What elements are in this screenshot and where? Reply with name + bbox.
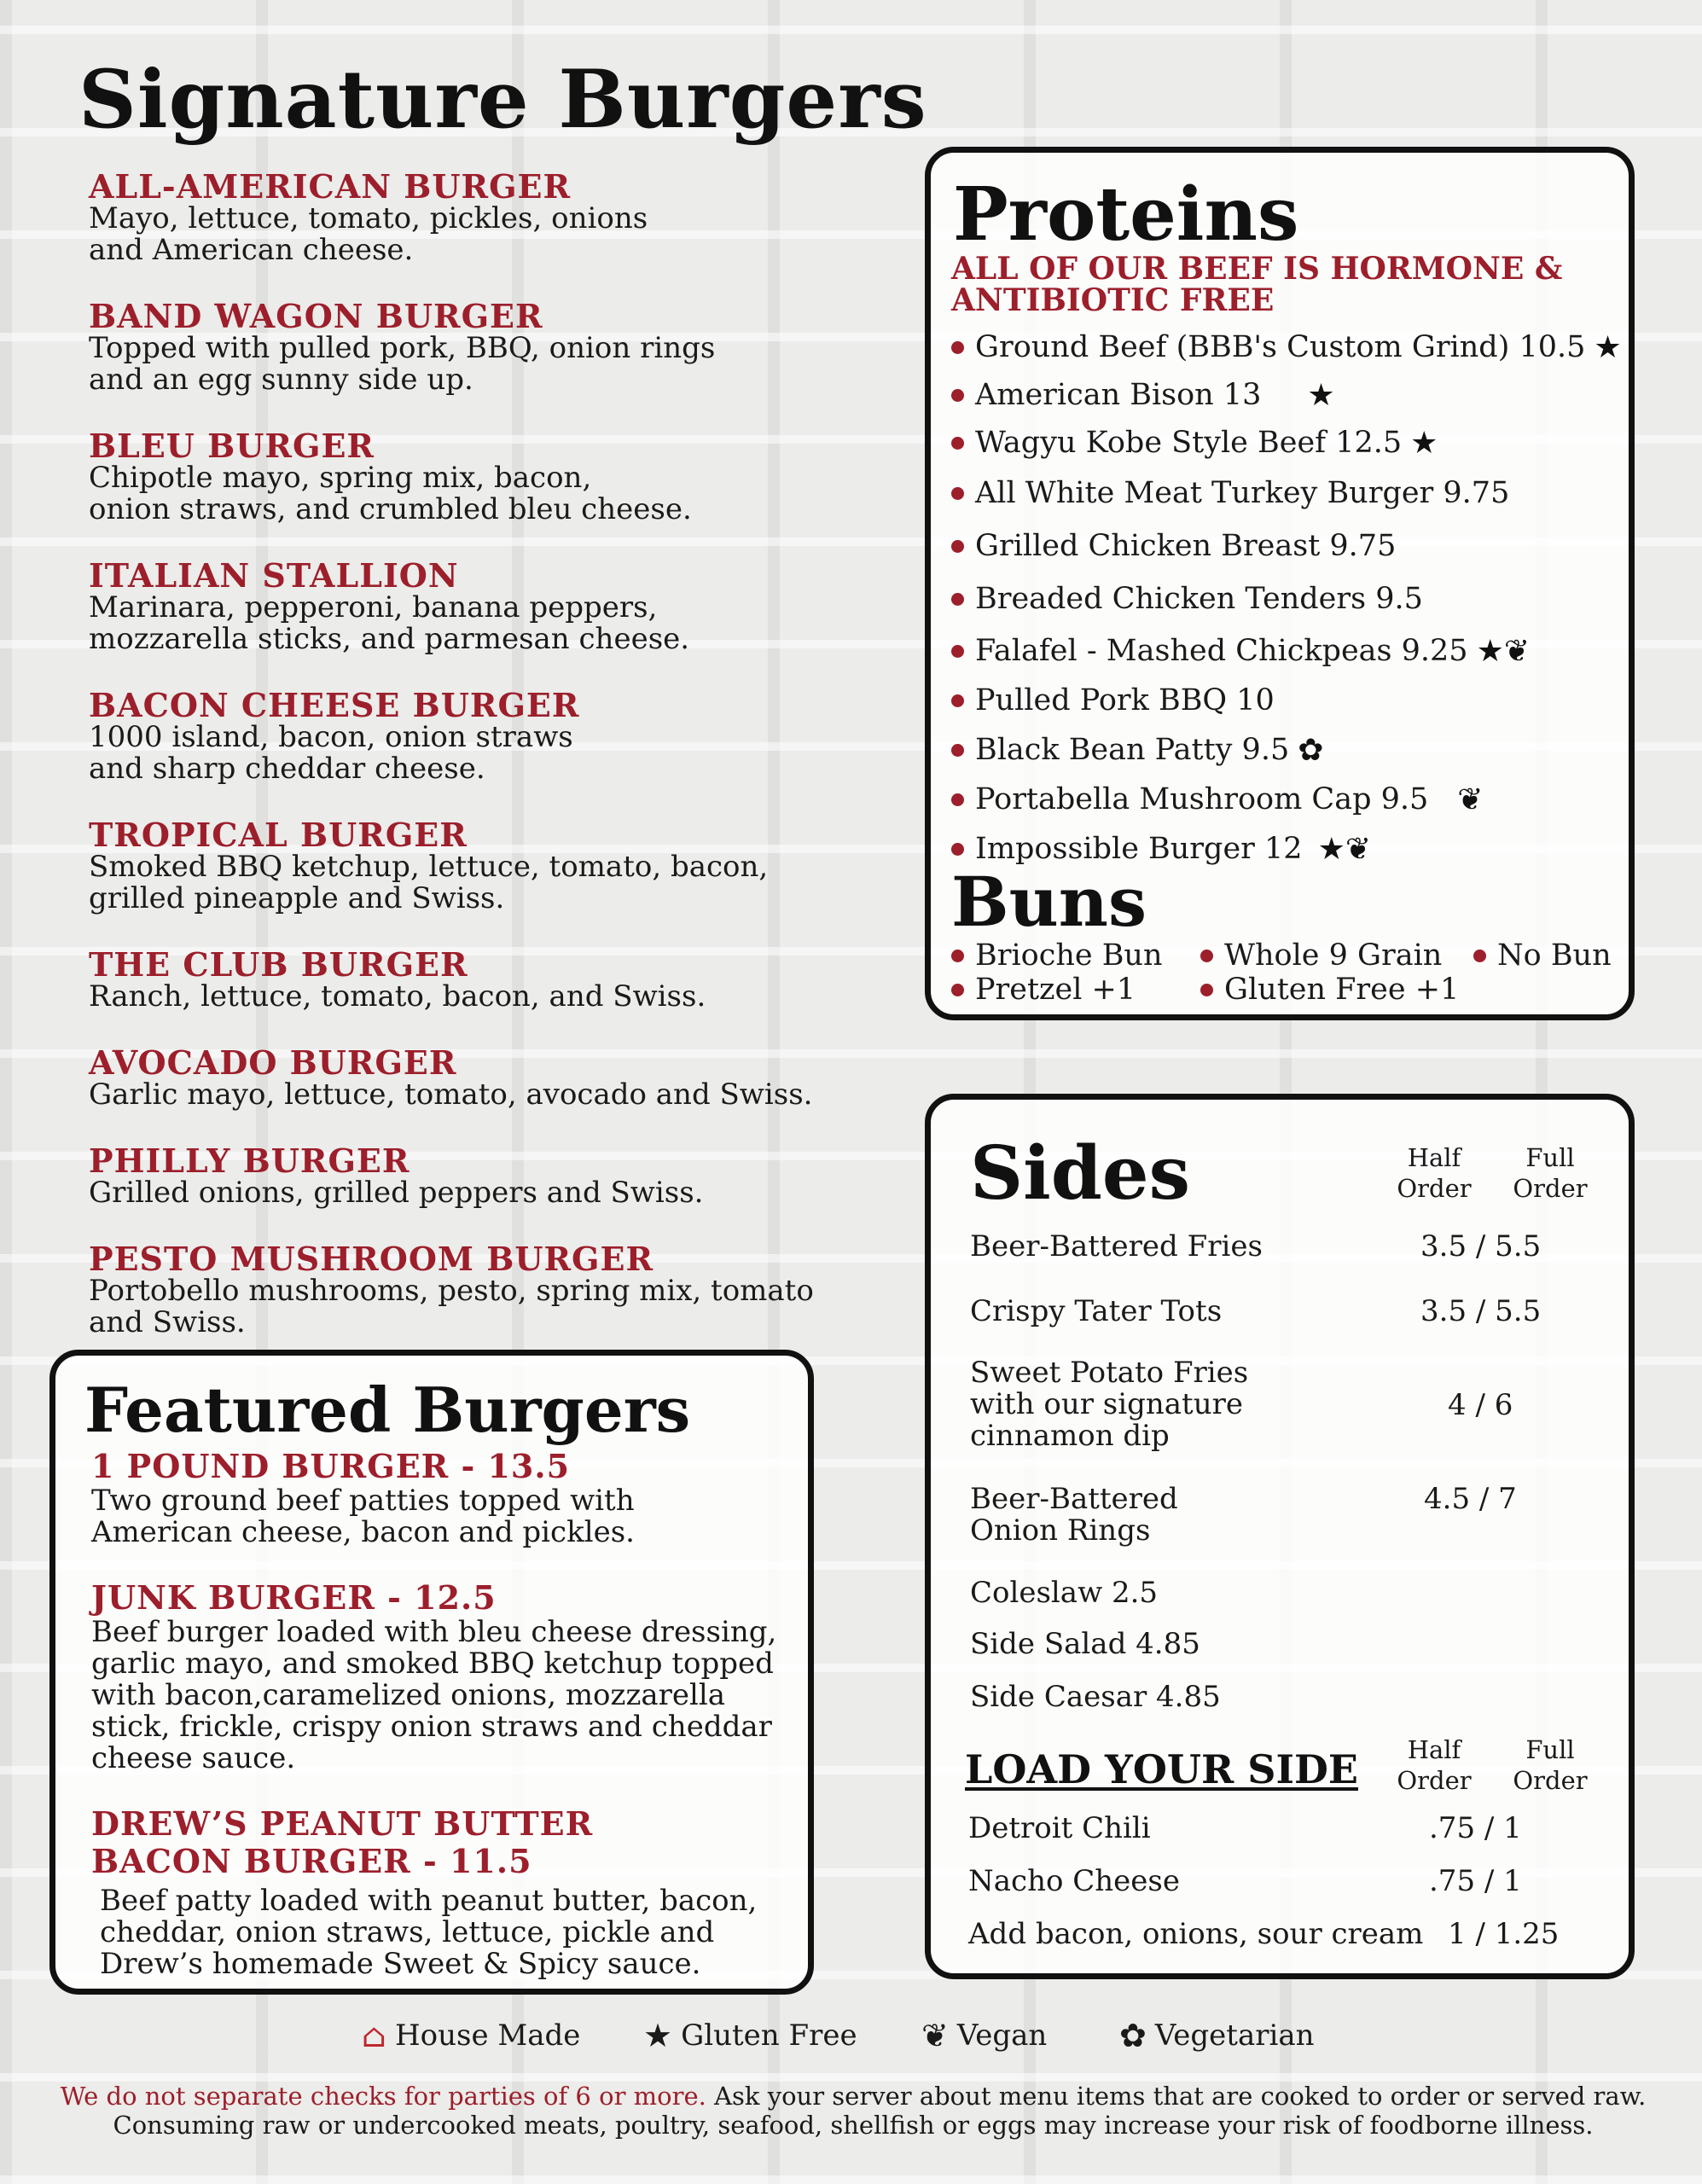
list-item	[951, 973, 1136, 1006]
side-name: Crispy Tater Tots	[970, 1294, 1223, 1328]
load-side-price: .75 / 1	[1429, 1811, 1522, 1845]
star-icon: ★	[643, 2017, 673, 2054]
legend-vegan	[921, 2018, 1047, 2053]
side-price: 4.5 / 7	[1424, 1482, 1517, 1516]
list-item	[951, 939, 1163, 972]
menu-item	[89, 945, 857, 1014]
bullet-icon	[951, 593, 964, 606]
load-side-price: 1 / 1.25	[1448, 1917, 1560, 1951]
protein-label: Breaded Chicken Tenders 9.5	[975, 581, 1423, 616]
item-name: BACON CHEESE BURGER	[89, 686, 580, 724]
diet-marker-icon: ★❦	[1476, 633, 1530, 669]
menu-item	[89, 1043, 857, 1112]
protein-label: Grilled Chicken Breast 9.75	[975, 528, 1397, 563]
item-name: TROPICAL BURGER	[89, 816, 468, 854]
protein-label: Black Bean Patty 9.5	[975, 732, 1290, 767]
diet-marker-icon: ★	[1307, 377, 1335, 413]
list-item	[951, 520, 1625, 572]
item-name: DREW’S PEANUT BUTTER BACON BURGER - 11.5	[91, 1804, 594, 1880]
bun-label: Brioche Bun	[975, 938, 1163, 973]
bullet-icon	[1473, 950, 1486, 962]
item-name: JUNK BURGER - 12.5	[91, 1578, 497, 1617]
side-price: 3.5 / 5.5	[1420, 1294, 1542, 1328]
signature-burgers-list	[89, 167, 857, 1373]
disclaimer	[51, 2082, 1655, 2140]
load-your-side-title: LOAD YOUR SIDE	[965, 1746, 1358, 1792]
side-price: 3.5 / 5.5	[1420, 1229, 1542, 1263]
list-item	[951, 625, 1625, 677]
item-description: Two ground beef patties topped with American cheese, bacon and pickles.	[91, 1484, 635, 1549]
side-price: 4 / 6	[1448, 1388, 1513, 1422]
disclaimer-highlight: We do not separate checks for parties of 6 or more.	[60, 2082, 706, 2111]
buns-title: Buns	[951, 862, 1147, 942]
item-description: Mayo, lettuce, tomato, pickles, onions and American cheese.	[89, 201, 648, 267]
item-name: 1 POUND BURGER - 13.5	[91, 1447, 571, 1485]
menu-item	[89, 167, 857, 267]
proteins-title: Proteins	[953, 171, 1299, 258]
menu-item	[89, 686, 857, 786]
protein-label: Ground Beef (BBB's Custom Grind) 10.5	[975, 329, 1586, 364]
item-name: PHILLY BURGER	[89, 1141, 410, 1180]
signature-burgers-title: Signature Burgers	[78, 53, 927, 147]
list-item	[1200, 973, 1459, 1006]
bullet-icon	[1200, 984, 1213, 996]
bullet-icon	[951, 843, 964, 856]
protein-label: All White Meat Turkey Burger 9.75	[975, 475, 1510, 510]
diet-marker-icon: ✿	[1298, 732, 1324, 768]
item-description: Smoked BBQ ketchup, lettuce, tomato, bacon, grilled pineapple and Swiss.	[89, 850, 769, 915]
proteins-list	[951, 323, 1625, 874]
menu-item	[91, 1448, 791, 1548]
list-item	[1473, 939, 1612, 972]
item-description: Chipotle mayo, spring mix, bacon, onion straws, and crumbled bleu cheese.	[89, 461, 692, 526]
list-item	[951, 724, 1625, 775]
item-description: Grilled onions, grilled peppers and Swiss.	[89, 1176, 704, 1210]
item-description: Ranch, lettuce, tomato, bacon, and Swiss.	[89, 979, 706, 1014]
side-name: Beer-Battered Onion Rings	[970, 1482, 1178, 1548]
side-name: Side Caesar 4.85	[970, 1680, 1221, 1714]
menu-item	[89, 297, 857, 397]
item-name: BAND WAGON BURGER	[89, 297, 543, 335]
side-name: Sweet Potato Fries with our signature cinnamon dip	[970, 1356, 1249, 1453]
disclaimer-text: Ask your server about menu items that are cooked to order or served raw. Consuming raw or undercooked meats, poultry, seafood, shellfish or eggs may increase your risk of foodborne illness.	[113, 2082, 1647, 2140]
protein-label: American Bison 13	[975, 377, 1262, 412]
load-side-name: Nacho Cheese	[968, 1864, 1180, 1898]
list-item	[951, 371, 1625, 419]
featured-burgers-list	[91, 1448, 791, 2011]
broccoli-icon: ✿	[1119, 2017, 1147, 2054]
item-description: Beef burger loaded with bleu cheese dressing, garlic mayo, and smoked BBQ ketchup topped with bacon,caramelized onions, mozzarella stick, frickle, crispy onion straws and cheddar cheese sauce.	[91, 1615, 777, 1775]
full-order-header: Full Order	[1513, 1735, 1588, 1795]
item-name: AVOCADO BURGER	[89, 1043, 457, 1082]
legend-label: Vegan	[956, 2018, 1048, 2053]
menu-item	[89, 1141, 857, 1210]
diet-marker-icon: ❦	[1457, 781, 1484, 817]
bullet-icon	[951, 389, 964, 402]
item-description: Portobello mushrooms, pesto, spring mix, tomato and Swiss.	[89, 1274, 814, 1339]
half-order-header: Half Order	[1397, 1735, 1472, 1795]
proteins-note: ALL OF OUR BEEF IS HORMONE & ANTIBIOTIC FREE	[951, 251, 1563, 318]
diet-marker-icon: ★❦	[1317, 831, 1371, 867]
item-name: PESTO MUSHROOM BURGER	[89, 1240, 654, 1278]
bullet-icon	[951, 694, 964, 707]
list-item	[951, 467, 1625, 520]
sides-panel	[925, 1094, 1635, 1979]
diet-marker-icon: ★	[1410, 425, 1438, 461]
bullet-icon	[951, 437, 964, 450]
legend-label: Gluten Free	[681, 2018, 857, 2053]
bun-label: No Bun	[1497, 938, 1612, 973]
bullet-icon	[1200, 950, 1213, 962]
item-description: Beef patty loaded with peanut butter, bacon, cheddar, onion straws, lettuce, pickle and Drew’s homemade Sweet & Spicy sauce.	[100, 1884, 758, 1981]
item-description: 1000 island, bacon, onion straws and sharp cheddar cheese.	[89, 720, 573, 786]
featured-burgers-panel	[49, 1350, 814, 1995]
item-name: THE CLUB BURGER	[89, 945, 468, 984]
leaf-icon: ❦	[921, 2017, 949, 2054]
house-icon: ⌂	[362, 2017, 387, 2054]
bullet-icon	[951, 793, 964, 806]
protein-label: Portabella Mushroom Cap 9.5	[975, 781, 1429, 816]
bullet-icon	[951, 487, 964, 500]
load-side-price: .75 / 1	[1429, 1864, 1522, 1898]
item-name: BLEU BURGER	[89, 427, 375, 465]
bullet-icon	[951, 950, 964, 962]
protein-label: Falafel - Mashed Chickpeas 9.25	[975, 633, 1468, 668]
legend-vegetarian	[1119, 2018, 1315, 2053]
protein-label: Pulled Pork BBQ 10	[975, 682, 1275, 717]
legend-label: House Made	[395, 2018, 581, 2053]
list-item	[951, 677, 1625, 724]
item-description: Topped with pulled pork, BBQ, onion rings and an egg sunny side up.	[89, 331, 716, 397]
menu-item	[89, 556, 857, 656]
legend-label: Vegetarian	[1154, 2018, 1315, 2053]
menu-item	[91, 1579, 791, 1774]
list-item	[951, 775, 1625, 823]
full-order-header: Full Order	[1513, 1143, 1588, 1203]
bun-label: Whole 9 Grain	[1224, 938, 1443, 973]
menu-item	[89, 816, 857, 915]
side-name: Coleslaw 2.5	[970, 1576, 1159, 1610]
load-side-name: Detroit Chili	[968, 1811, 1151, 1845]
load-side-name: Add bacon, onions, sour cream	[968, 1917, 1424, 1951]
protein-label: Impossible Burger 12	[975, 831, 1303, 866]
sides-title: Sides	[970, 1130, 1191, 1217]
menu-item	[91, 1805, 791, 1980]
menu-item	[89, 1240, 857, 1339]
item-description: Garlic mayo, lettuce, tomato, avocado and Swiss.	[89, 1077, 813, 1112]
diet-marker-icon: ★	[1594, 329, 1622, 365]
proteins-panel	[925, 147, 1635, 1020]
bullet-icon	[951, 645, 964, 658]
bullet-icon	[951, 540, 964, 553]
side-name: Side Salad 4.85	[970, 1627, 1200, 1661]
legend-house-made	[362, 2018, 580, 2053]
list-item	[951, 323, 1625, 371]
half-order-header: Half Order	[1397, 1143, 1472, 1203]
bun-label: Pretzel +1	[975, 973, 1136, 1007]
featured-burgers-title: Featured Burgers	[84, 1374, 691, 1446]
item-description: Marinara, pepperoni, banana peppers, mozzarella sticks, and parmesan cheese.	[89, 590, 690, 656]
bullet-icon	[951, 984, 964, 996]
side-name: Beer-Battered Fries	[970, 1229, 1263, 1263]
list-item	[1200, 939, 1442, 972]
list-item	[951, 419, 1625, 467]
legend-gluten-free	[643, 2018, 857, 2053]
list-item	[951, 572, 1625, 625]
item-name: ALL-AMERICAN BURGER	[89, 167, 572, 206]
bullet-icon	[951, 744, 964, 757]
menu-item	[89, 427, 857, 526]
item-name: ITALIAN STALLION	[89, 556, 459, 595]
protein-label: Wagyu Kobe Style Beef 12.5	[975, 425, 1403, 460]
bun-label: Gluten Free +1	[1224, 973, 1460, 1007]
bullet-icon	[951, 341, 964, 354]
